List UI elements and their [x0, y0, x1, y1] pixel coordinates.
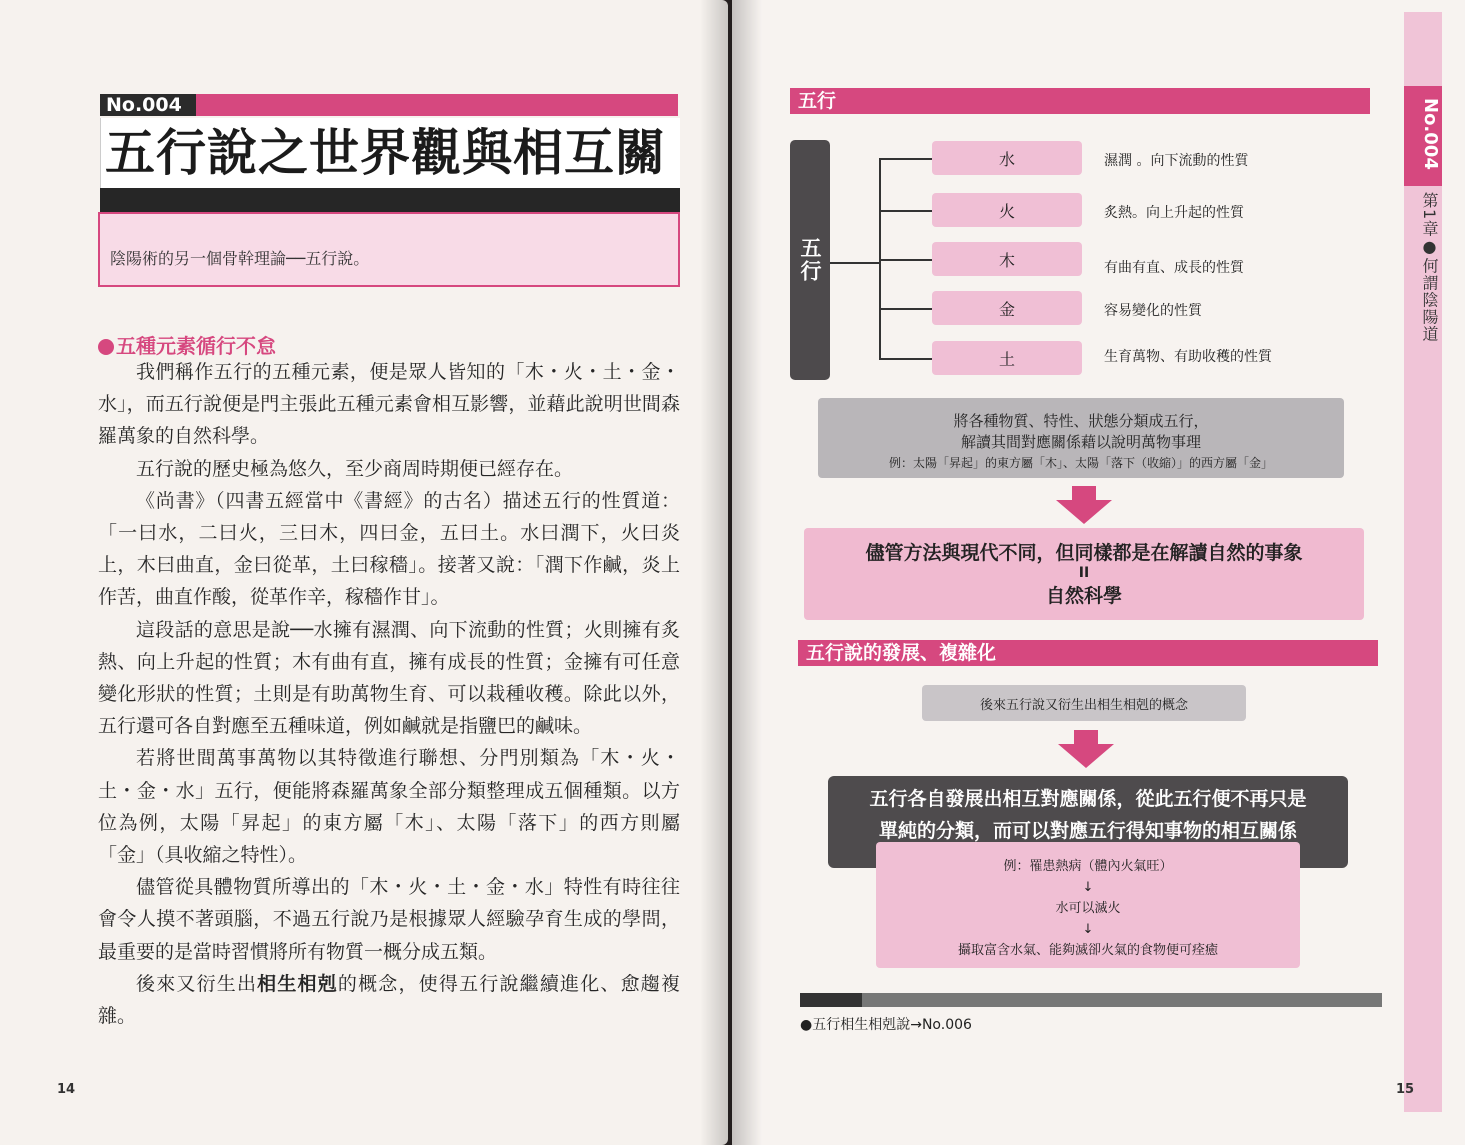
tree-connector [879, 259, 932, 261]
summary-line: 將各種物質、特性、狀態分類成五行， [953, 412, 1209, 430]
summary-example: 例：太陽「昇起」的東方屬「木」、太陽「落下（收縮）」的西方屬「金」 [888, 456, 1273, 470]
example-line: 水可以滅火 [1055, 901, 1121, 916]
element-desc: 生育萬物、有助收穫的性質 [1104, 349, 1272, 365]
subtitle-box [98, 212, 680, 287]
bold-term: 相生相剋 [257, 972, 338, 995]
related-items-bar [800, 993, 1382, 1007]
tree-connector [879, 358, 932, 360]
left-page [0, 0, 728, 1145]
tree-connector [879, 210, 932, 212]
element-box-metal: 金 [932, 291, 1082, 325]
section-heading-text: 五種元素循行不怠 [116, 334, 276, 358]
paragraph-text: 後來又衍生出 [136, 972, 258, 995]
number-tag: No.004 [100, 94, 200, 116]
example-arrow-icon: ↓ [1082, 922, 1094, 937]
paragraph: 若將世間萬事萬物以其特徵進行聯想、分門別類為「木・火・土・金・水」五行，便能將森羅萬象全部分類整理成五個種類。以方位為例，太陽「昇起」的東方屬「木」、太陽「落下」的西方則屬「金」（具收縮之特性）。 [98, 747, 680, 867]
down-arrow-icon [1058, 730, 1114, 768]
element-desc: 容易變化的性質 [1104, 303, 1202, 319]
number-tag-bar [196, 94, 678, 116]
example-arrow-icon: ↓ [1082, 880, 1094, 895]
page-number-right: 15 [1396, 1082, 1415, 1097]
summary-box [818, 398, 1344, 478]
related-items-tag [800, 993, 862, 1007]
conclusion-line: 自然科學 [1045, 585, 1122, 607]
paragraph: 儘管從具體物質所導出的「木・火・土・金・水」特性有時往往會令人摸不著頭腦，不過五行說乃是根據眾人經驗孕育生成的學問，最重要的是當時習慣將所有物質一概分成五類。 [98, 876, 680, 963]
paragraph [98, 968, 680, 1032]
paragraph: 我們稱作五行的五種元素，便是眾人皆知的「木・火・土・金・水」，而五行說便是門主張此五種元素會相互影響，並藉此說明世間森羅萬象的自然科學。 [98, 361, 680, 448]
element-box-fire: 火 [932, 193, 1082, 227]
section-heading [98, 330, 276, 359]
tree-connector [879, 308, 932, 310]
page-number-left: 14 [57, 1082, 76, 1097]
side-chapter: 第1章●何謂陰陽道 [1420, 192, 1439, 343]
element-desc: 炙熱。向上升起的性質 [1104, 205, 1244, 221]
element-desc: 濕潤 。向下流動的性質 [1104, 153, 1249, 169]
side-number: No.004 [1420, 98, 1441, 170]
result-line: 單純的分類，而可以對應五行得知事物的相互關係 [878, 820, 1297, 842]
down-arrow-icon [1056, 486, 1112, 524]
paragraph: 《尚書》（四書五經當中《書經》的古名）描述五行的性質道：「一曰水，二曰火，三曰木，四曰金，五曰土。水曰潤下，火曰炎上，木曰曲直，金曰從革，土曰稼穡」。接著又說：「潤下作鹹，炎上作苦，曲直作酸，從革作辛，稼穡作甘」。 [98, 489, 680, 609]
related-item-text: 五行相生相剋說→No.006 [812, 1017, 972, 1033]
example-box [876, 842, 1300, 968]
bullet-dot-icon [98, 339, 114, 355]
element-box-water: 水 [932, 141, 1082, 175]
development-note-box: 後來五行說又衍生出相生相剋的概念 [922, 685, 1246, 721]
paragraph-text: 的概念，使得五行說繼續進化、愈趨複雜。 [98, 972, 680, 1028]
page-title: 五行說之世界觀與相互關 [100, 118, 680, 188]
result-line: 五行各自發展出相互對應關係，從此五行便不再只是 [869, 788, 1307, 810]
paragraph: 五行說的歷史極為悠久，至少商周時期便已經存在。 [136, 457, 574, 480]
element-desc: 有曲有直、成長的性質 [1104, 260, 1244, 276]
element-box-wood: 木 [932, 242, 1082, 276]
section-title-development: 五行說的發展、複雜化 [798, 640, 1378, 666]
conclusion-box [804, 528, 1364, 620]
subtitle-text: 陰陽術的另一個骨幹理論──五行說。 [110, 249, 370, 268]
element-box-earth: 土 [932, 341, 1082, 375]
bullet-dot-icon: ● [800, 1017, 813, 1033]
related-item [800, 1014, 972, 1034]
conclusion-line: 儘管方法與現代不同，但同樣都是在解讀自然的事象 [865, 542, 1303, 564]
tree-connector [830, 262, 880, 264]
section-title-wuxing: 五行 [790, 88, 1370, 114]
body-text [98, 356, 680, 1032]
title-underline-bar [100, 188, 680, 212]
wuxing-root-box: 五行 [790, 140, 830, 380]
tree-connector [879, 158, 932, 160]
example-line: 攝取富含水氣、能夠滅卻火氣的食物便可痊癒 [957, 943, 1218, 958]
summary-line: 解讀其間對應關係藉以說明萬物事理 [960, 433, 1201, 451]
equals-sign: II [1078, 565, 1090, 581]
paragraph: 這段話的意思是說──水擁有濕潤、向下流動的性質；火則擁有炙熱、向上升起的性質；木有曲有直，擁有成長的性質；金擁有可任意變化形狀的性質；土則是有助萬物生育、可以栽種收穫。除此以外，五行還可各自對應至五種味道，例如鹹就是指鹽巴的鹹味。 [98, 618, 680, 738]
example-line: 例：罹患熱病（體內火氣旺） [1003, 859, 1173, 874]
